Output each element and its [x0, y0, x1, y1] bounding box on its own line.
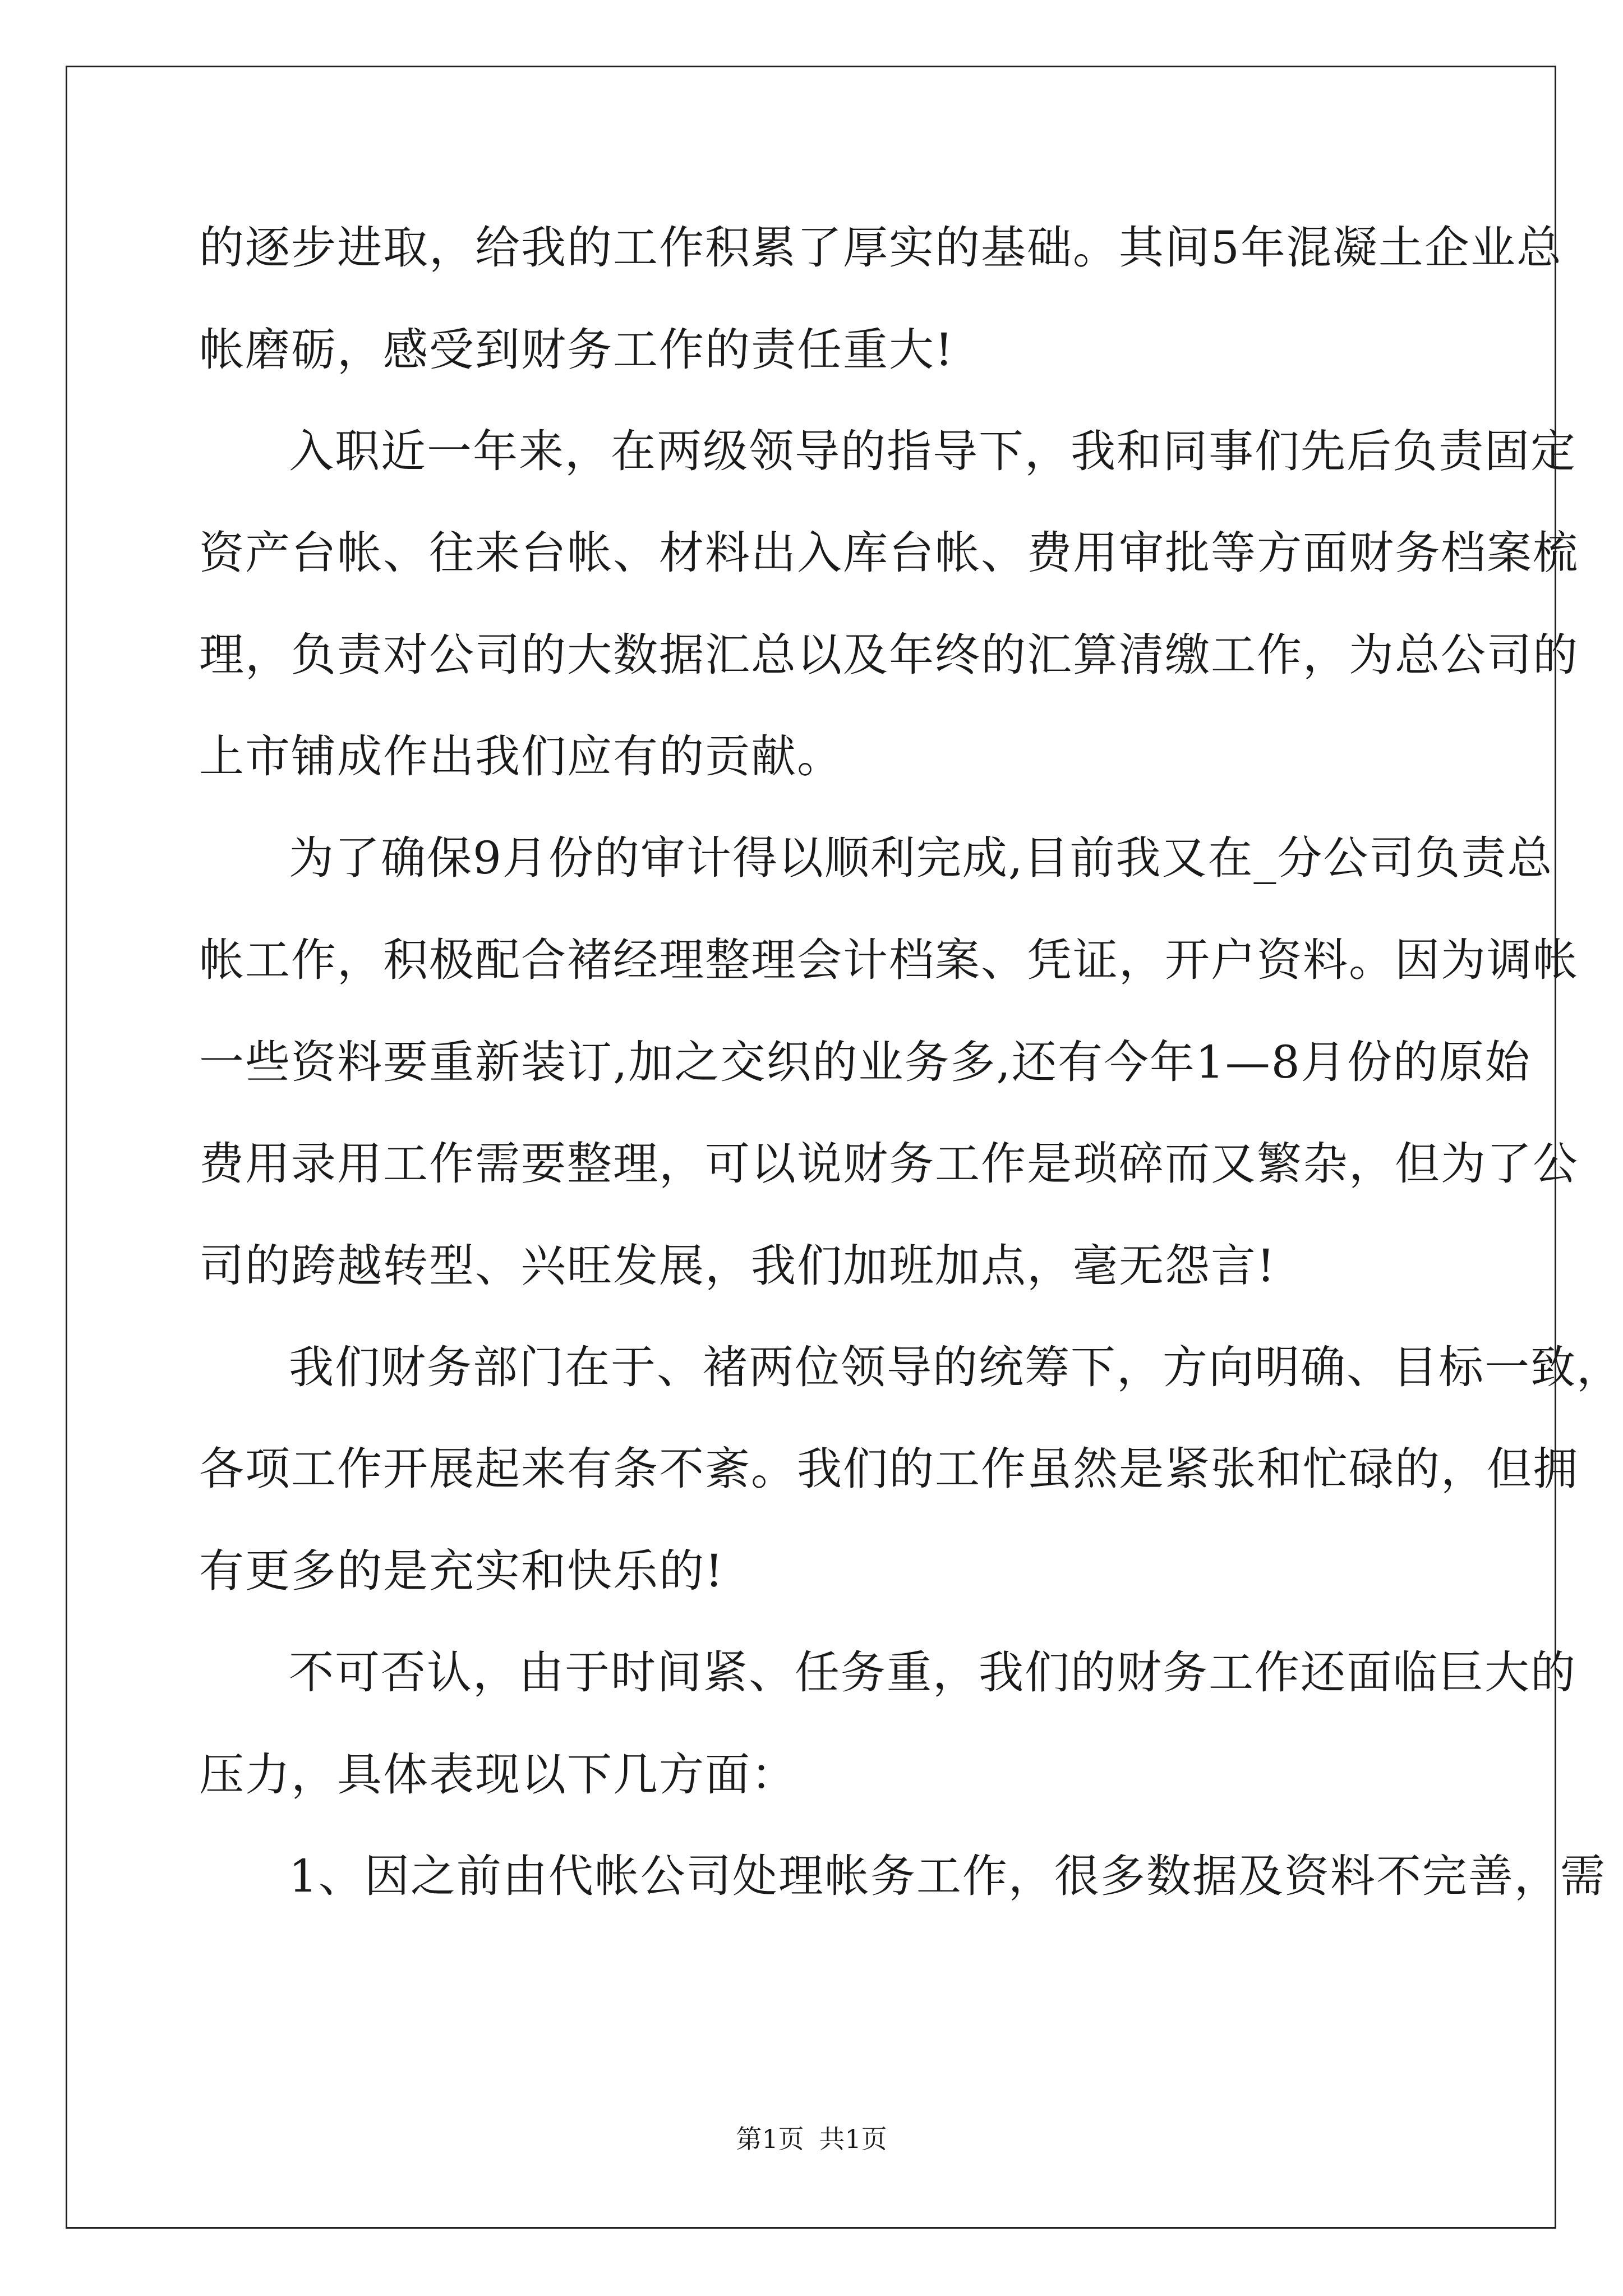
text-line: 1、因之前由代帐公司处理帐务工作，很多数据及资料不完善，需: [289, 1850, 1606, 1902]
page-number: 第1页: [736, 2124, 804, 2154]
text-line: 有更多的是充实和快乐的!: [199, 1545, 725, 1597]
text-line: 资产台帐、往来台帐、材料出入库台帐、费用审批等方面财务档案梳: [199, 527, 1579, 579]
text-line: 压力，具体表现以下几方面：: [199, 1749, 797, 1801]
text-line: 帐磨砺，感受到财务工作的责任重大!: [199, 324, 955, 376]
text-line: 各项工作开展起来有条不紊。我们的工作虽然是紧张和忙碌的，但拥: [199, 1443, 1579, 1495]
text-line: 上市铺成作出我们应有的贡献。: [199, 730, 843, 783]
page-total: 共1页: [819, 2124, 887, 2154]
text-line: 的逐步进取，给我的工作积累了厚实的基础。其间5年混凝土企业总: [199, 222, 1562, 274]
text-line: 司的跨越转型、兴旺发展，我们加班加点，毫无怨言!: [199, 1240, 1276, 1292]
text-line: 为了确保9月份的审计得以顺利完成,目前我又在_分公司负责总: [289, 832, 1553, 884]
text-line: 入职近一年来，在两级领导的指导下，我和同事们先后负责固定: [289, 425, 1576, 477]
text-line: 不可否认，由于时间紧、任务重，我们的财务工作还面临巨大的: [289, 1646, 1576, 1699]
page-footer: [0, 2126, 1623, 2152]
text-line: 理，负责对公司的大数据汇总以及年终的汇算清缴工作，为总公司的: [199, 629, 1579, 681]
text-line: 我们财务部门在于、褚两位领导的统筹下，方向明确、目标一致，: [289, 1341, 1622, 1393]
text-line: 一些资料要重新装订,加之交织的业务多,还有今年1—8月份的原始: [199, 1036, 1531, 1088]
text-line: 费用录用工作需要整理，可以说财务工作是琐碎而又繁杂，但为了公: [199, 1138, 1579, 1190]
text-line: 帐工作，积极配合褚经理整理会计档案、凭证，开户资料。因为调帐: [199, 934, 1579, 986]
